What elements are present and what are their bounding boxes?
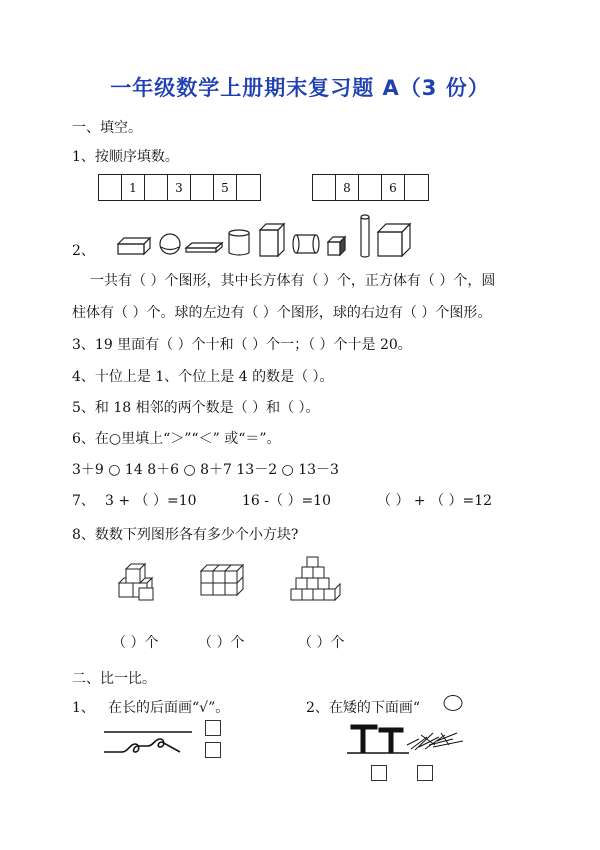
answer-box-tree-1[interactable]: [371, 765, 387, 781]
q2-label: 2、: [72, 243, 95, 259]
answer-box-tree-2[interactable]: [417, 765, 433, 781]
seq1-cell[interactable]: [145, 175, 168, 200]
seq2-cell[interactable]: [313, 175, 336, 200]
sequence-grid-2: [312, 174, 429, 201]
cube-stack-2: [201, 565, 243, 595]
cubes-illustration: [115, 555, 365, 610]
cube-stack-3: [291, 557, 340, 600]
s2-q1-label: 1、: [72, 700, 95, 716]
q8-label: 8、数数下列图形各有多少个小方块?: [72, 527, 299, 543]
seq1-cell[interactable]: [237, 175, 260, 200]
small-cube-shape: [328, 237, 345, 255]
page-title: 一年级数学上册期末复习题 A（3 份）: [110, 76, 490, 100]
seq1-cell: 3: [168, 175, 191, 200]
seq1-cell: 1: [122, 175, 145, 200]
q4-text: 4、十位上是 1、个位上是 4 的数是（ ）。: [72, 369, 334, 385]
s2-q2-text: 2、在矮的下面画“: [306, 700, 421, 716]
q7-equation-b: 16 -（ ）=10: [242, 493, 331, 509]
flat-cuboid-shape: [186, 243, 222, 252]
q6-comparisons: 3＋9 ○ 14 8＋6 ○ 8＋7 13－2 ○ 13－3: [72, 462, 339, 478]
lying-cylinder-shape: [293, 235, 319, 253]
circle-symbol-icon: [442, 694, 464, 712]
cuboid-shape: [118, 238, 150, 254]
seq1-cell[interactable]: [191, 175, 214, 200]
q2-line1: 一共有（ ）个图形，其中长方体有（ ）个，正方体有（ ）个，圆: [90, 273, 496, 289]
seq2-cell: 8: [336, 175, 359, 200]
shapes-illustration: [112, 210, 422, 260]
tall-cylinder-shape: [361, 215, 369, 257]
tall-tree-group: [347, 725, 409, 753]
sequence-grid-1: [98, 174, 261, 201]
seq2-cell: 6: [382, 175, 405, 200]
q2-line2: 柱体有（ ）个。球的左边有（ ）个图形，球的右边有（ ）个图形。: [72, 305, 492, 321]
section2-heading: 二、比一比。: [72, 671, 156, 687]
q8-answer-1: （ ）个: [112, 635, 159, 651]
seq1-cell: 5: [214, 175, 237, 200]
q6-label: 6、在○里填上“＞”“＜” 或“＝”。: [72, 431, 281, 447]
section1-heading: 一、填空。: [72, 120, 142, 136]
s2-q1-text: 在长的后面画“√”。: [108, 700, 230, 716]
q7-label: 7、: [72, 493, 95, 509]
lines-comparison: [100, 722, 200, 762]
seq2-cell[interactable]: [405, 175, 428, 200]
cube-stack-1: [119, 564, 153, 600]
q8-answer-3: （ ）个: [298, 635, 345, 651]
q5-text: 5、和 18 相邻的两个数是（ ）和（ ）。: [72, 400, 320, 416]
q1-label: 1、按顺序填数。: [72, 149, 179, 165]
short-bush: [407, 733, 463, 750]
q3-text: 3、19 里面有（ ）个十和（ ）个一；（ ）个十是 20。: [72, 337, 412, 353]
large-cube-shape: [378, 224, 410, 256]
cylinder-shape: [229, 230, 249, 255]
seq2-cell[interactable]: [359, 175, 382, 200]
seq1-cell[interactable]: [99, 175, 122, 200]
q8-answer-2: （ ）个: [198, 635, 245, 651]
trees-comparison: [345, 715, 475, 760]
cube-shape: [260, 224, 284, 256]
q7-equation-c: （ ） + （ ）=12: [377, 493, 493, 509]
answer-box-short[interactable]: [205, 742, 221, 758]
sphere-shape: [160, 234, 180, 254]
curly-line: [104, 739, 180, 752]
answer-box-long[interactable]: [205, 720, 221, 736]
q7-equation-a: 3 + （ ）=10: [105, 493, 197, 509]
